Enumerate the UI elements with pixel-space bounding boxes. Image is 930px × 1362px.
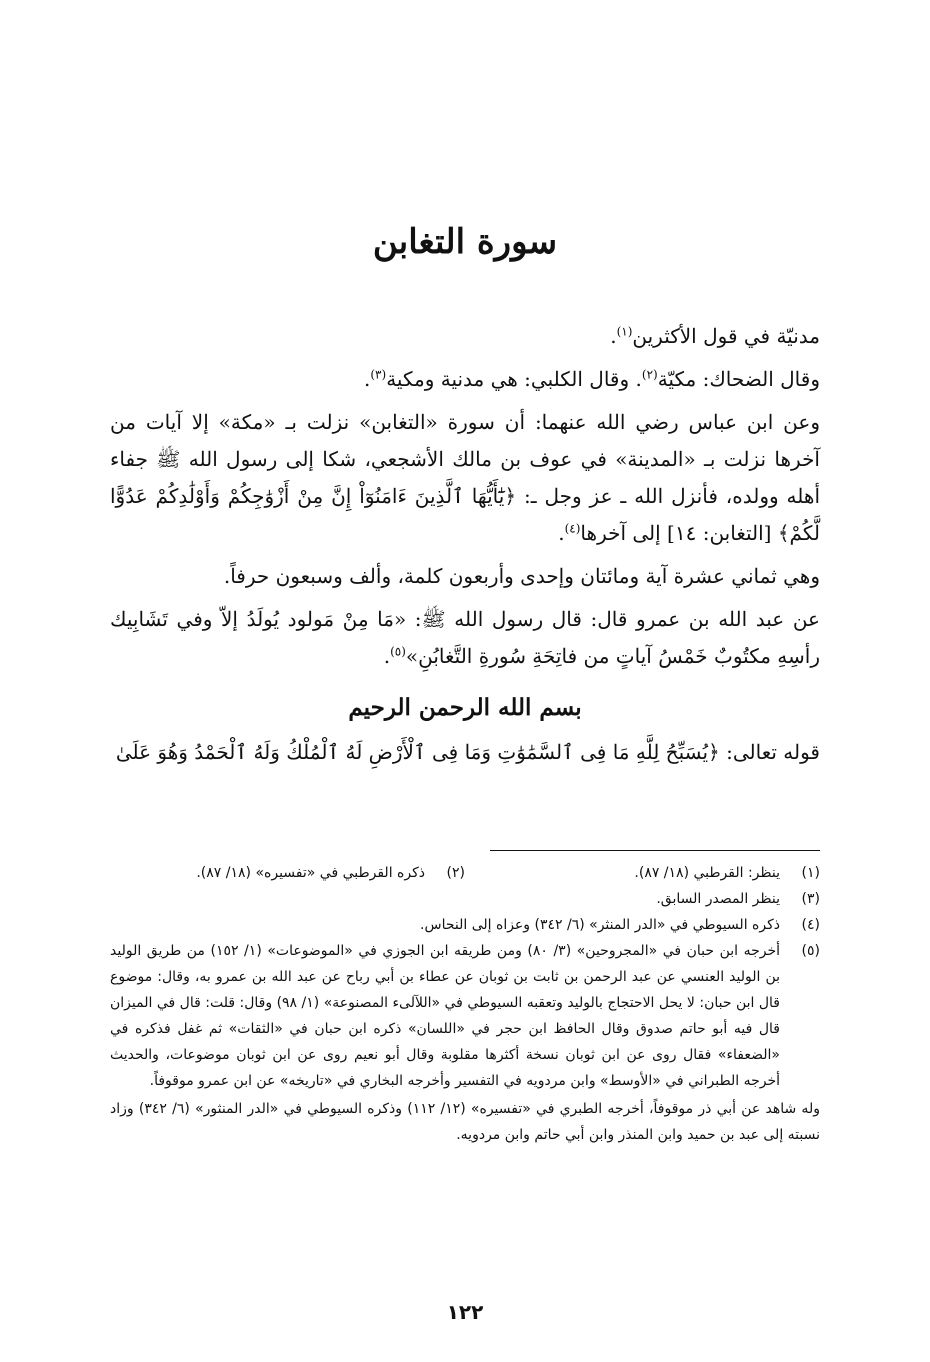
footnotes (110, 860, 820, 1148)
footnote-ref-2: (٢) (641, 367, 658, 382)
footnote-3-text: ينظر المصدر السابق. (656, 891, 780, 907)
footnote-1-text: ينظر: القرطبي (١٨/ ٨٧). (634, 865, 780, 881)
footnote-1 (465, 860, 820, 886)
footnote-5-number: (٥) (801, 943, 820, 959)
quran-verse-1: ﴿يَٰٓأَيُّهَا ٱلَّذِينَ ءَامَنُوٓاْ إِنَّ مِنْ أَزْوَٰجِكُمْ وَأَوْلَٰدِكُمْ عَدُوًّا لَّكُمْ﴾ (110, 484, 820, 545)
paragraph-4-text: وهي ثماني عشرة آية ومائتان وإحدى وأربعون كلمة، وألف وسبعون حرفاً. (223, 564, 820, 588)
footnote-4-number: (٤) (801, 917, 820, 933)
paragraph-2-text-a: وقال الضحاك: مكيّة (657, 367, 820, 391)
paragraph-6 (110, 734, 820, 771)
footnote-ref-3: (٣) (370, 367, 387, 382)
paragraph-1 (110, 318, 820, 355)
footnote-3 (110, 886, 820, 912)
main-text (110, 318, 820, 777)
page-number: ١٢٢ (446, 1300, 484, 1324)
footnote-4-text: ذكره السيوطي في «الدر المنثر» (٦/ ٣٤٢) وعزاه إلى النحاس. (420, 917, 780, 933)
footnote-divider (490, 850, 820, 851)
footnote-ref-4: (٤) (564, 521, 581, 536)
basmala-heading: بسم الله الرحمن الرحيم (348, 694, 582, 721)
paragraph-3 (110, 404, 820, 552)
footnote-ref-5: (٥) (390, 644, 406, 659)
footnote-5-text: أخرجه ابن حبان في «المجروحين» (٣/ ٨٠) ومن طريقه ابن الجوزي في «الموضوعات» (١/ ١٥٢) من طريق الوليد بن الوليد العنسي عن عبد الرحمن بن ثابت بن ثوبان عن عطاء بن أبي رباح عن عبد الله بن عمرو به، وقال: موضوع قال ابن حبان: لا يحل الاحتجاج بالوليد وتعقبه السيوطي في «اللآلىء المصنوعة» (١/ ٩٨) وقال: قلت: قال في الميزان قال فيه أبو حاتم صدوق وقال الحافظ ابن حجر في «اللسان» ذكره ابن حبان في «الثقات» ثم غفل فذكره في «الضعفاء» فقال روى عن ابن ثوبان نسخة أكثرها مقلوبة وقال أبو نعيم روى عن ابن ثوبان موضوعات، والحديث أخرجه الطبراني في «الأوسط» وابن مردويه في التفسير وأخرجه البخاري في «تاريخه» عن ابن عمرو موقوفاً. (110, 943, 781, 1089)
paragraph-5 (110, 601, 820, 675)
paragraph-5-text: عن عبد الله بن عمرو قال: قال رسول الله ﷺ: «مَا مِنْ مَولود يُولَدُ إلاّ وفي تَشَابِيك رأسِهِ مكتُوبٌ خَمْسُ آياتٍ من فاتِحَةِ سُورةِ التَّغابُنِ» (110, 607, 820, 668)
paragraph-2 (110, 361, 820, 398)
paragraph-4 (110, 558, 820, 595)
footnote-4 (110, 912, 820, 938)
quran-verse-2: ﴿يُسَبِّحُ لِلَّهِ مَا فِى ٱلسَّمَٰوَٰتِ وَمَا فِى ٱلْأَرْضِ لَهُ ٱلْمُلْكُ وَلَهُ ٱلْحَمْدُ وَهُوَ عَلَىٰ (115, 740, 720, 764)
paragraph-3-end: . (558, 521, 565, 545)
footnote-row-1-2 (110, 860, 820, 886)
paragraph-1-text: مدنيّة في قول الأكثرين (632, 324, 820, 348)
footnote-2-text: ذكره القرطبي في «تفسيره» (١٨/ ٨٧). (196, 865, 425, 881)
footnote-3-number: (٣) (801, 891, 820, 907)
paragraph-2-text-b: . وقال الكلبي: هي مدنية ومكية (386, 367, 642, 391)
footnote-2 (110, 860, 465, 886)
paragraph-5-end: . (383, 644, 391, 668)
paragraph-3-text-b: [التغابن: ١٤] إلى آخرها (580, 521, 772, 545)
paragraph-1-end: . (610, 324, 617, 348)
footnote-5 (110, 938, 820, 1094)
paragraph-2-end: . (364, 367, 371, 391)
paragraph-6-lead: قوله تعالى: (726, 740, 820, 764)
footnote-2-number: (٢) (446, 865, 465, 881)
paragraph-3-text-a: وعن ابن عباس رضي الله عنهما: أن سورة «التغابن» نزلت بـ «مكة» إلا آيات من آخرها نزلت بـ «المدينة» في عوف بن مالك الأشجعي، شكا إلى رسول الله ﷺ جفاء أهله وولده، فأنزل الله ـ عز وجل ـ: (110, 410, 820, 508)
footnote-5-continuation: وله شاهد عن أبي ذر موقوفاً، أخرجه الطبري في «تفسيره» (١٢/ ١١٢) وذكره السيوطي في «الدر المنثور» (٦/ ٣٤٢) وزاد نسبته إلى عبد بن حميد وابن المنذر وابن أبي حاتم وابن مردويه. (110, 1101, 820, 1143)
surah-title: سورة التغابن (372, 222, 558, 262)
footnote-ref-1: (١) (616, 324, 633, 339)
footnote-1-number: (١) (801, 865, 820, 881)
